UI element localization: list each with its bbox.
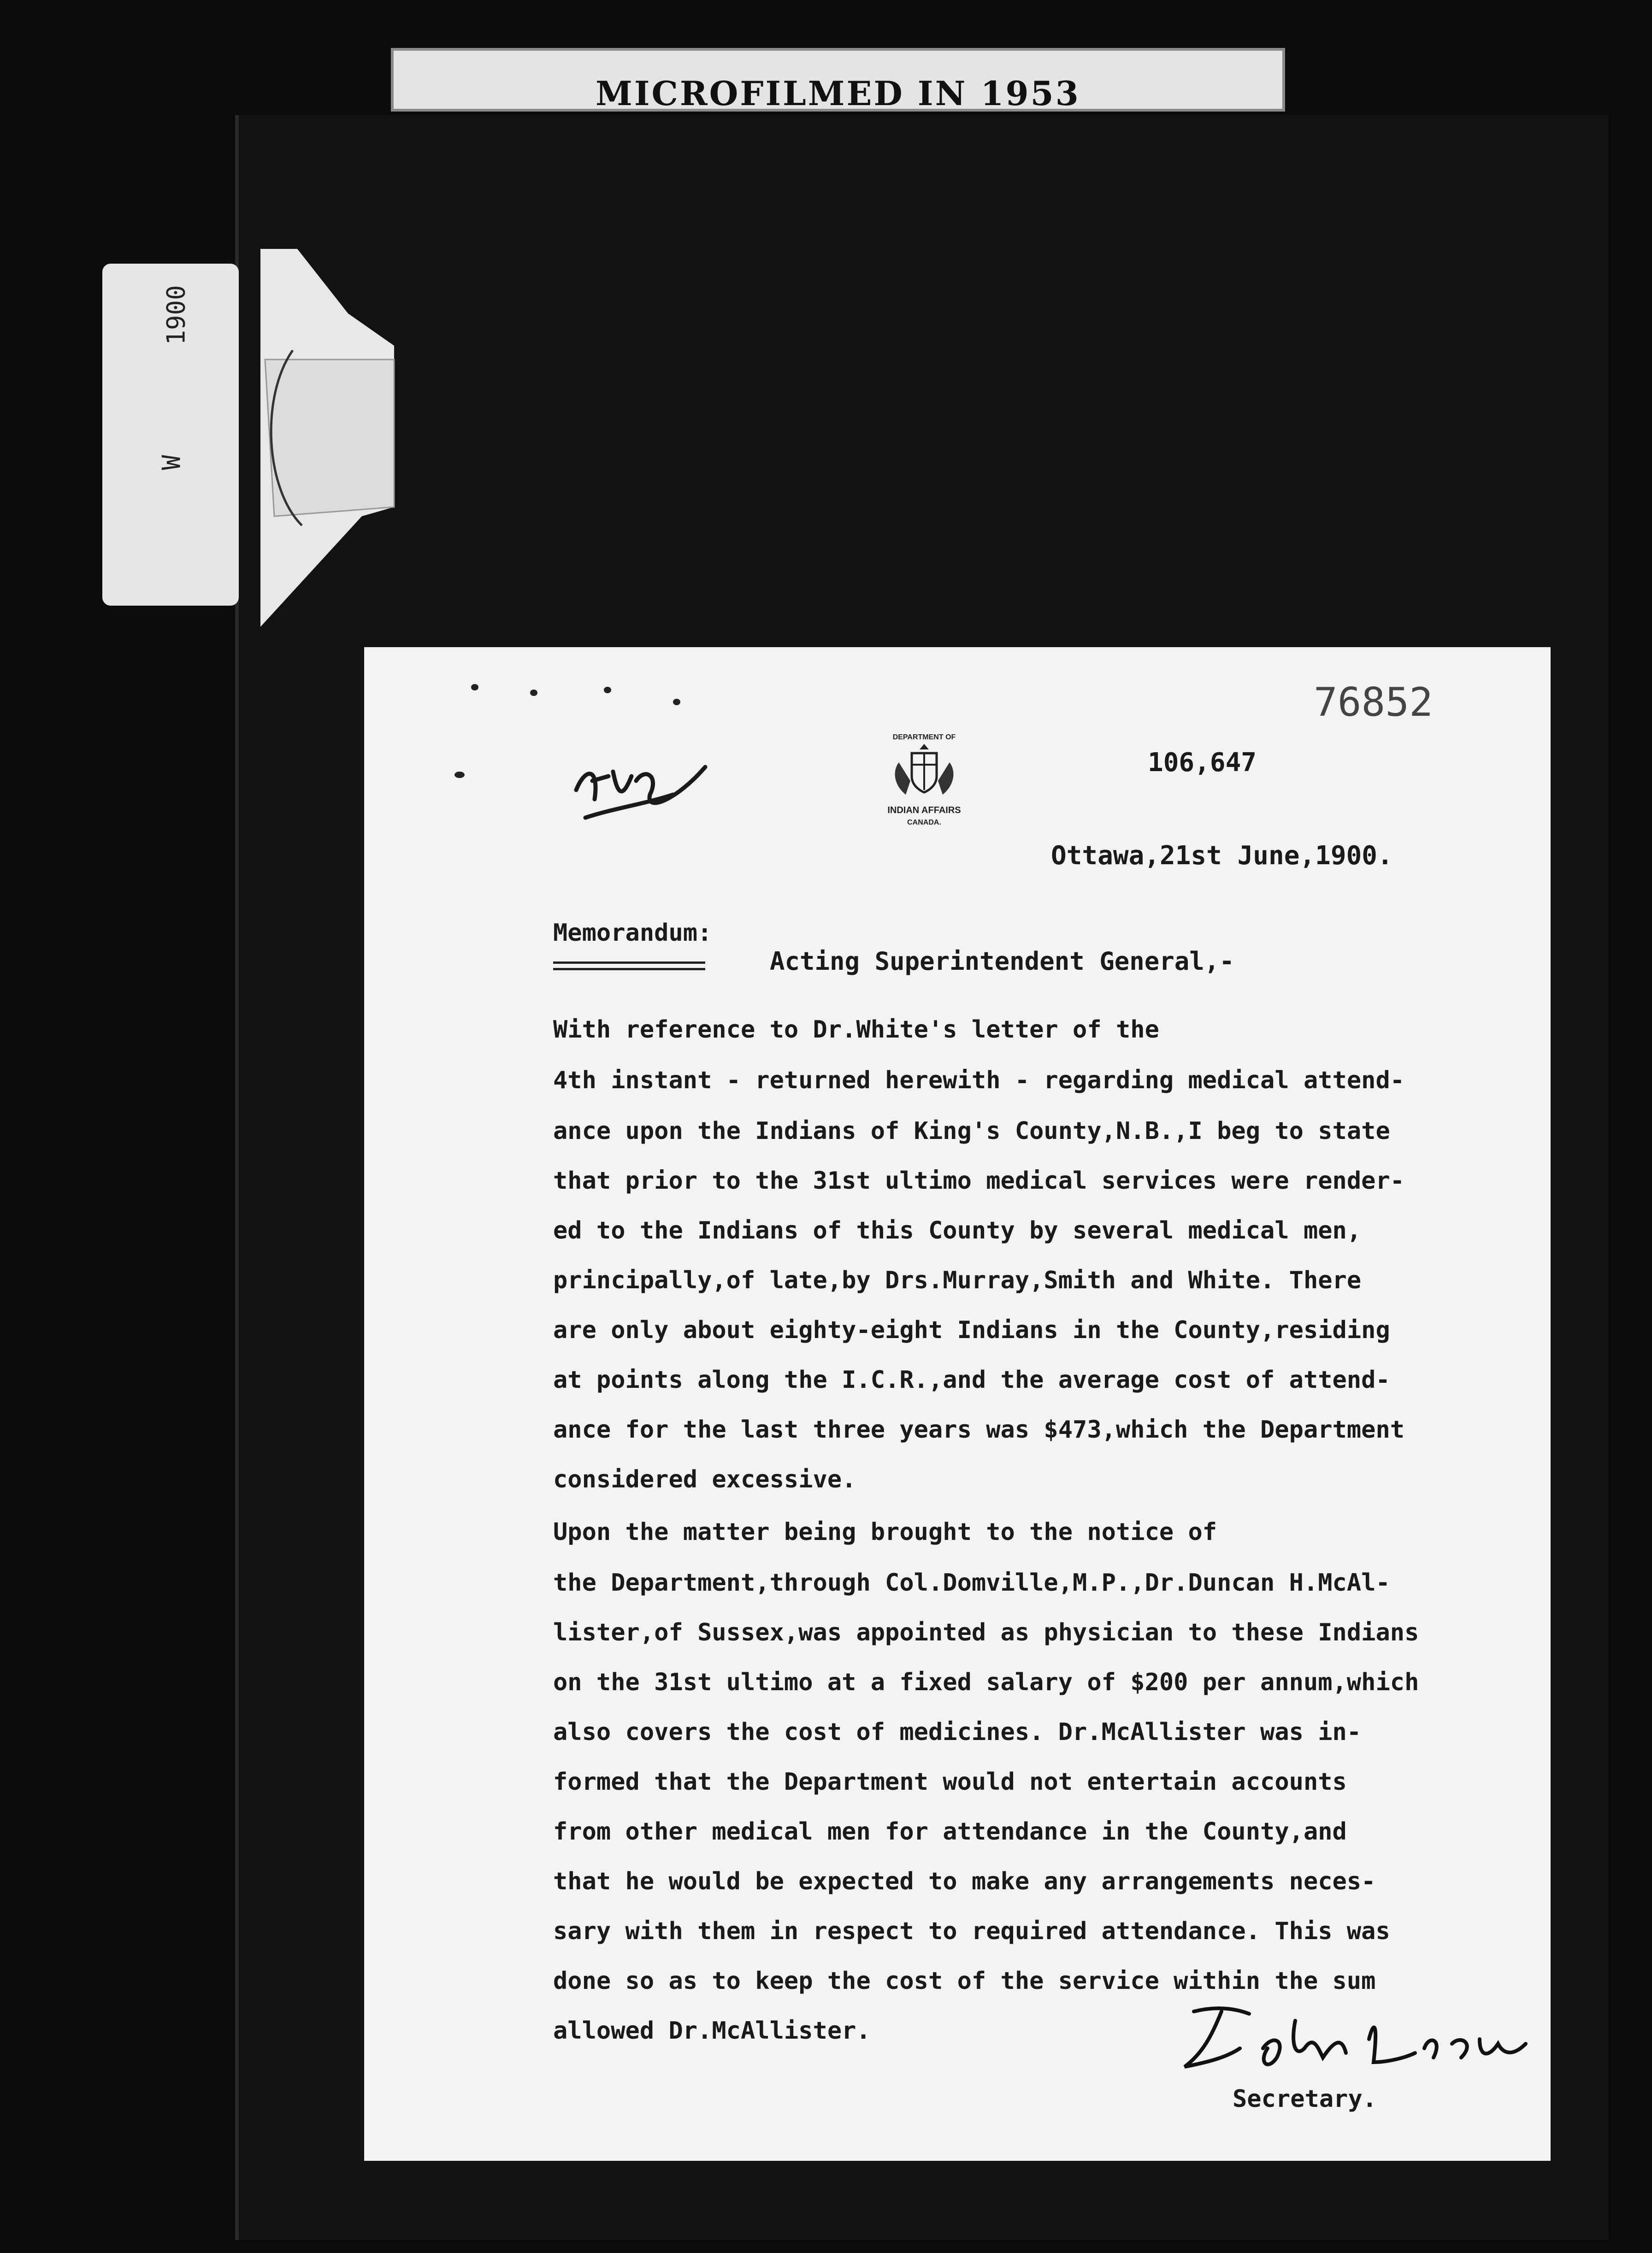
body-line: done so as to keep the cost of the service within the sum (553, 1967, 1376, 1995)
microfilm-banner (391, 48, 1285, 112)
body-line: are only about eighty-eight Indians in the County,residing (553, 1316, 1390, 1344)
body-line: ance upon the Indians of King's County,N.B.,I beg to state (553, 1117, 1390, 1145)
crest-bottom-text: INDIAN AFFAIRS (887, 805, 961, 815)
ink-speck (604, 687, 611, 693)
document-page (364, 647, 1551, 2161)
body-line: that prior to the 31st ultimo medical services were render- (553, 1167, 1405, 1195)
folded-tab (256, 249, 403, 627)
body-line: allowed Dr.McAllister. (553, 2017, 871, 2045)
tab-letter: W (157, 455, 186, 470)
ink-speck (471, 684, 478, 690)
ink-speck (454, 772, 465, 778)
memo-label: Memorandum: (553, 919, 712, 947)
body-line: sary with them in respect to required attendance. This was (553, 1917, 1390, 1945)
body-line: lister,of Sussex,was appointed as physician to these Indians (553, 1619, 1419, 1646)
ink-speck (530, 690, 537, 696)
department-crest (871, 725, 977, 832)
ink-speck (673, 699, 680, 705)
body-line: also covers the cost of medicines. Dr.McAllister was in- (553, 1718, 1362, 1746)
tab-year: 1900 (161, 285, 191, 345)
handwritten-signature (1157, 1993, 1535, 2085)
handwritten-initials (567, 749, 719, 827)
date-line: Ottawa,21st June,1900. (1051, 841, 1393, 871)
banner-text: MICROFILMED IN 1953 (596, 74, 1080, 113)
crest-country-text: CANADA. (907, 819, 941, 826)
body-line: formed that the Department would not entertain accounts (553, 1768, 1347, 1796)
body-line: the Department,through Col.Domville,M.P.,Dr.Duncan H.McAl- (553, 1569, 1390, 1597)
body-line: on the 31st ultimo at a fixed salary of $200 per annum,which (553, 1669, 1419, 1696)
body-line: 4th instant - returned herewith - regarding medical attend- (553, 1067, 1405, 1094)
file-number: 76852 (1314, 679, 1433, 725)
body-line: ance for the last three years was $473,which the Department (553, 1416, 1405, 1444)
body-line: from other medical men for attendance in the County,and (553, 1818, 1347, 1846)
body-line: that he would be expected to make any arrangements neces- (553, 1868, 1376, 1895)
addressee: Acting Superintendent General,- (770, 947, 1234, 976)
body-line: With reference to Dr.White's letter of the (553, 1016, 1159, 1044)
reference-number: 106,647 (1148, 748, 1257, 778)
body-line: principally,of late,by Drs.Murray,Smith and White. There (553, 1267, 1362, 1294)
memo-underline (553, 968, 705, 970)
crest-top-text: DEPARTMENT OF (892, 733, 956, 741)
body-line: at points along the I.C.R.,and the average cost of attend- (553, 1366, 1390, 1394)
index-tab (102, 264, 239, 606)
body-line: Upon the matter being brought to the notice of (553, 1518, 1217, 1546)
body-line: ed to the Indians of this County by several medical men, (553, 1217, 1362, 1244)
memo-underline (553, 961, 705, 964)
body-line: considered excessive. (553, 1466, 856, 1493)
signature-title: Secretary. (1233, 2085, 1377, 2113)
